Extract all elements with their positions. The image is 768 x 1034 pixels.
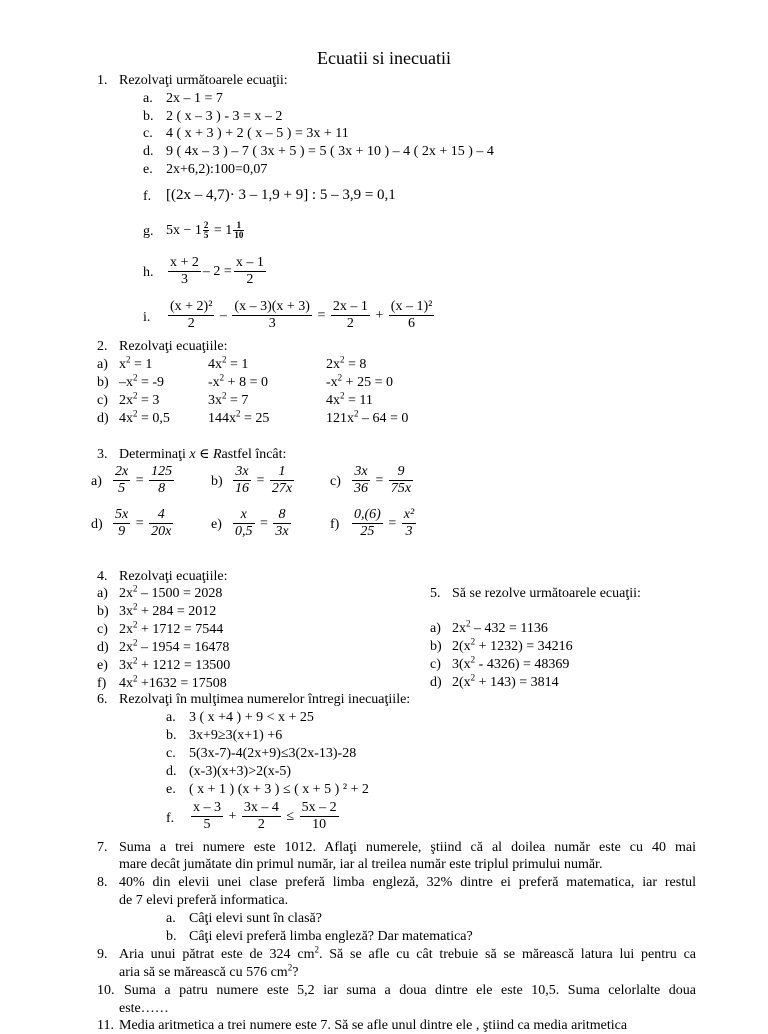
exercise-number: 11. — [97, 1018, 114, 1033]
equation: $\frac{\text{(x + 2)²}}{2}$ – $\frac{(x - 3)(x + 3)}{3}$ = $\frac{2x - 1}{2}$ + $\frac{\text{(x – 1)²}}{6}$ — [170, 299, 433, 332]
exponent: 2 — [470, 672, 476, 683]
equation: [(2x – 4,7)· 3 – 1,9 + 9] : 5 – 3,9 = 0,1 — [166, 187, 396, 203]
equation — [111, 463, 176, 499]
item-label: a. — [143, 91, 153, 106]
equation-base: 3x — [119, 658, 133, 673]
fraction — [203, 221, 210, 240]
exercise-number: 9. — [97, 947, 108, 962]
numerator: 3x — [233, 464, 251, 481]
denominator: 5 — [203, 230, 209, 241]
denominator: 10 — [312, 817, 327, 833]
equation-base: –x — [119, 375, 133, 390]
equation — [119, 392, 159, 409]
item-label: e) — [211, 517, 222, 532]
equation-rest: +1632 = 17508 — [137, 676, 227, 691]
numerator: (x – 3)(x + 3) — [234, 299, 310, 315]
item-label: d. — [143, 144, 154, 159]
exponent: 2 — [133, 408, 138, 419]
equation — [119, 603, 216, 620]
exercise-heading: Să se rezolve următoarele ecuaţii: — [452, 586, 641, 601]
denominator: 0,5 — [235, 524, 253, 540]
exponent: 2 — [133, 583, 138, 594]
item-label: d. — [166, 764, 177, 779]
exercise-heading: Rezolvaţi următoarele ecuaţii: — [119, 73, 288, 88]
equation — [111, 506, 175, 542]
equation-rest: – 1500 = 2028 — [137, 586, 223, 601]
numerator: 0,(6) — [354, 507, 381, 523]
denominator: 6 — [408, 316, 416, 332]
exponent: 2 — [340, 354, 345, 365]
item-label: i. — [143, 310, 151, 325]
paragraph-line: Media aritmetica a trei numere este 7. Să se afle unul dintre ele , ştiind ca media aritmetica — [119, 1018, 628, 1033]
numerator: x – 1 — [235, 255, 264, 271]
numerator: 4 — [149, 507, 173, 524]
exercise-number: 5. — [430, 586, 441, 601]
inequation: (x-3)(x+3)>2(x-5) — [189, 764, 292, 779]
equation-rest: = 11 — [344, 393, 373, 408]
numerator: 1 — [233, 221, 244, 231]
paragraph-line: este…… — [119, 1001, 169, 1016]
heading-text: Determinaţi — [119, 447, 186, 462]
equation-rest: = 1 — [226, 357, 249, 372]
text-part: ? — [292, 965, 299, 980]
exponent: 2 — [219, 372, 225, 383]
equals-sign: = — [384, 516, 400, 531]
exercise-number: 7. — [97, 840, 108, 855]
row-label: d) — [97, 640, 109, 655]
exponent: 2 — [133, 673, 138, 684]
row-label: c) — [97, 622, 108, 637]
exponent: 2 — [340, 390, 345, 401]
exponent: 2 — [133, 619, 138, 630]
numerator: 3x – 4 — [243, 800, 279, 816]
equation-part: 5x − 1 — [166, 223, 202, 238]
equation-rest: = -9 — [137, 375, 165, 390]
fraction — [234, 255, 266, 288]
numerator: 2x – 1 — [332, 299, 368, 315]
exercise-number: 2. — [97, 339, 108, 354]
denominator: 3x — [275, 524, 289, 540]
fraction — [191, 800, 223, 833]
numerator: 2x — [115, 464, 129, 480]
equation — [326, 410, 408, 427]
fraction — [270, 464, 294, 497]
equation-rest: + 25 = 0 — [342, 375, 393, 390]
item-label: b) — [211, 474, 223, 489]
equation-rest: + 8 = 0 — [224, 375, 268, 390]
fraction — [273, 507, 290, 540]
equation — [119, 675, 227, 692]
numerator: 5x — [115, 507, 129, 523]
fraction — [233, 507, 255, 540]
fraction — [149, 464, 174, 497]
fraction — [402, 507, 416, 540]
equals-sign: = — [253, 473, 268, 488]
equation-rest: = 1 — [130, 357, 153, 372]
numerator: 9 — [389, 464, 413, 481]
exponent: 2 — [337, 372, 343, 383]
equation-rest: = 3 — [137, 393, 160, 408]
equation-rest: = 7 — [226, 393, 249, 408]
item-label: d) — [91, 517, 103, 532]
denominator: 2 — [346, 316, 354, 332]
equation-base: 3x — [208, 393, 222, 408]
item-label: b. — [166, 728, 177, 743]
item-label: e. — [143, 162, 153, 177]
item-label: f) — [330, 517, 340, 532]
paragraph-line: mare decât jumătate din primul număr, iar al treilea număr este triplul primului număr. — [119, 857, 603, 872]
item-label: c. — [166, 746, 176, 761]
equation-rest: = 0,5 — [137, 411, 170, 426]
equation — [119, 374, 164, 391]
exercise-heading: Rezolvaţi în mulţimea numerelor întregi inecuaţiile: — [119, 692, 411, 707]
inequation: ( x + 1 ) (x + 3 ) ≤ ( x + 5 ) ² + 2 — [189, 782, 369, 797]
exponent: 2 — [222, 354, 227, 365]
exponent: 2 — [126, 354, 131, 365]
item-label: b. — [143, 109, 154, 124]
equation — [119, 639, 229, 656]
fraction — [242, 800, 281, 833]
equation-base: -x — [326, 375, 338, 390]
exponent: 2 — [466, 618, 471, 629]
equation-rest: = 8 — [344, 357, 367, 372]
question: Câţi elevi sunt în clasă? — [189, 911, 322, 926]
equation: 9 ( 4x – 3 ) – 7 ( 3x + 5 ) = 5 ( 3x + 10 ) – 4 ( 2x + 15 ) – 4 — [166, 144, 494, 159]
equals-sign: = — [132, 473, 148, 488]
paragraph-line — [119, 946, 696, 963]
denominator: 75x — [390, 481, 412, 497]
equation-rest: + 143) = 3814 — [475, 675, 559, 690]
row-label: b) — [97, 375, 109, 390]
row-label: d) — [97, 411, 109, 426]
item-label: g. — [143, 224, 154, 239]
exercise-number: 8. — [97, 875, 108, 890]
equation — [231, 463, 296, 499]
equation-base: 2(x — [452, 639, 471, 654]
fraction — [331, 299, 370, 332]
exercise-heading: Rezolvaţi ecuaţiile: — [119, 569, 228, 584]
equation — [119, 657, 230, 674]
fraction — [113, 464, 130, 497]
exponent: 2 — [133, 372, 138, 383]
numerator: (x + 2)² — [170, 299, 213, 315]
equation-base: 3(x — [452, 657, 471, 672]
equation-base: 2x — [452, 621, 466, 636]
row-label: a) — [97, 586, 108, 601]
exponent: 2 — [133, 655, 138, 666]
exercise-number: 4. — [97, 569, 108, 584]
exercise-number: 10. — [97, 983, 115, 998]
equation — [166, 254, 268, 290]
denominator: 20x — [151, 524, 172, 540]
item-label: a. — [166, 911, 176, 926]
equation — [350, 463, 415, 499]
equation-base: 2(x — [452, 675, 471, 690]
equation-base: 2x — [119, 622, 133, 637]
equation — [208, 392, 248, 409]
equation-base: 2x — [119, 393, 133, 408]
equation-rest: – 64 = 0 — [358, 411, 409, 426]
equation — [208, 374, 268, 391]
equation: 4 ( x + 3 ) + 2 ( x – 5 ) = 3x + 11 — [166, 126, 349, 141]
equation — [326, 392, 373, 409]
denominator: 5 — [118, 481, 126, 497]
inequation: 3 ( x +4 ) + 9 < x + 25 — [189, 710, 314, 725]
paragraph-line: Suma a trei numere este 1012. Aflaţi numerele, ştiind că al doilea număr este cu 40 mai — [119, 840, 696, 855]
denominator: 9 — [118, 524, 126, 540]
text-part: . Să se afle cu cât trebuie să se mărească latura lui pentru ca — [318, 947, 697, 962]
exponent: 2 — [133, 637, 138, 648]
numerator: 8 — [273, 507, 290, 524]
exponent: 2 — [354, 408, 359, 419]
item-label: f. — [143, 189, 152, 204]
equation — [166, 215, 245, 247]
equation-base: 4x — [119, 411, 133, 426]
denominator: 10 — [234, 230, 244, 241]
denominator: 25 — [360, 524, 375, 540]
equation — [119, 410, 170, 427]
exponent: 2 — [133, 601, 138, 612]
row-label: b) — [430, 639, 442, 654]
item-label: c. — [143, 126, 153, 141]
numerator: 3x — [352, 464, 370, 481]
equation-base: 4x — [119, 676, 133, 691]
equation — [326, 356, 366, 373]
equation-part: – 2 = — [202, 264, 232, 279]
fraction — [389, 464, 413, 497]
numerator: x — [233, 507, 255, 524]
fraction — [168, 299, 214, 332]
equation — [119, 621, 223, 638]
equation-base: -x — [208, 375, 220, 390]
equation — [119, 585, 222, 602]
equation-base: 2x — [119, 640, 133, 655]
equation — [208, 410, 269, 427]
equation-base: 144x — [208, 411, 236, 426]
numerator: (x – 1)² — [390, 299, 433, 315]
numerator: x² — [403, 507, 415, 523]
fraction — [352, 507, 383, 540]
exponent: 2 — [133, 390, 138, 401]
row-label: a) — [430, 621, 441, 636]
equation: 2x+6,2):100=0,07 — [166, 162, 268, 177]
equation-base: 4x — [208, 357, 222, 372]
fraction — [352, 464, 370, 497]
denominator: 2 — [246, 272, 254, 288]
equation — [208, 356, 248, 373]
row-label: b) — [97, 604, 109, 619]
question: Câţi elevi preferă limba engleză? Dar matematica? — [189, 929, 473, 944]
equation — [119, 356, 152, 373]
heading-text: astfel încât: — [221, 447, 287, 462]
item-label: e. — [166, 782, 176, 797]
equation-rest: – 432 = 1136 — [470, 621, 548, 636]
equation — [452, 620, 548, 637]
inequation: $\frac{x - 3}{5}$ + $\frac{3x - 4}{2}$ ≤ $\frac{5x - 2}{10}$ — [193, 800, 337, 833]
item-label: c) — [330, 474, 341, 489]
numerator: x + 2 — [170, 255, 199, 271]
equation — [452, 638, 573, 655]
equation-rest: + 1712 = 7544 — [137, 622, 224, 637]
equation-base: 2x — [326, 357, 340, 372]
row-label: c) — [97, 393, 108, 408]
row-label: e) — [97, 658, 108, 673]
equation — [452, 656, 569, 673]
item-label: b. — [166, 929, 177, 944]
equation-base: 2x — [119, 586, 133, 601]
numerator: 1 — [270, 464, 294, 481]
denominator: 16 — [235, 481, 249, 497]
numerator: x – 3 — [193, 800, 221, 816]
denominator: 36 — [354, 481, 368, 497]
denominator: 2 — [187, 316, 195, 332]
equals-sign: = — [372, 473, 387, 488]
heading-var: x ∈ R — [189, 447, 222, 462]
fraction — [113, 507, 130, 540]
exponent: 2 — [314, 944, 319, 955]
denominator: 5 — [203, 817, 211, 833]
equation: 2 ( x – 3 ) - 3 = x – 2 — [166, 109, 283, 124]
equation-rest: + 284 = 2012 — [137, 604, 217, 619]
exponent: 2 — [470, 654, 476, 665]
equals-sign: = — [132, 516, 148, 531]
paragraph-line: 40% din elevii unei clase preferă limba engleză, 32% dintre ei preferă matematica, iar restul — [119, 875, 696, 890]
row-label: d) — [430, 675, 442, 690]
exponent: 2 — [222, 390, 227, 401]
exercise-number: 1. — [97, 73, 108, 88]
row-label: f) — [97, 676, 107, 691]
equation: 2x – 1 = 7 — [166, 91, 223, 106]
fraction — [233, 221, 244, 240]
equation-rest: – 1954 = 16478 — [137, 640, 230, 655]
denominator: 3 — [180, 272, 188, 288]
numerator: 125 — [151, 464, 173, 480]
fraction — [168, 255, 201, 288]
item-label: f. — [166, 811, 175, 826]
equation — [452, 674, 559, 691]
text-part: Aria unui pătrat este de 324 cm — [119, 947, 315, 962]
text-part: aria să se mărească cu 576 cm — [119, 965, 288, 980]
inequation: 3x+9≥3(x+1) +6 — [189, 728, 283, 743]
equals-sign: = — [256, 516, 272, 531]
inequation: 5(3x-7)-4(2x+9)≤3(2x-13)-28 — [189, 746, 357, 761]
equation-base: 121x — [326, 411, 354, 426]
exercise-number: 6. — [97, 692, 108, 707]
equation-part: = 1 — [210, 223, 233, 238]
paragraph-line: de 7 elevi preferă informatica. — [119, 893, 289, 908]
row-label: a) — [97, 357, 108, 372]
equation — [350, 506, 418, 542]
exponent: 2 — [287, 962, 293, 973]
equation-rest: + 1212 = 13500 — [137, 658, 231, 673]
exercise-number: 3. — [97, 447, 108, 462]
equation-rest: + 1232) = 34216 — [475, 639, 573, 654]
paragraph-line: Suma a patru numere este 5,2 iar suma a doua dintre ele este 10,5. Suma celorlalte doua — [124, 983, 696, 998]
item-label: a. — [166, 710, 176, 725]
paragraph-line — [119, 964, 298, 981]
equation-base: x — [119, 357, 126, 372]
fraction — [300, 800, 339, 833]
fraction — [389, 299, 435, 332]
denominator: 3 — [405, 524, 413, 540]
equation-base: 3x — [119, 604, 133, 619]
equation-rest: - 4326) = 48369 — [475, 657, 570, 672]
denominator: 2 — [257, 817, 265, 833]
exponent: 2 — [470, 636, 476, 647]
denominator: 3 — [268, 316, 276, 332]
equation — [231, 506, 293, 542]
numerator: 5x – 2 — [301, 800, 337, 816]
equation — [326, 374, 393, 391]
equation-rest: = 25 — [240, 411, 270, 426]
fraction — [149, 507, 173, 540]
denominator: 8 — [158, 481, 166, 497]
numerator: 2 — [203, 220, 209, 231]
page-title: Ecuatii si inecuatii — [317, 48, 451, 68]
item-label: a) — [91, 474, 102, 489]
fraction — [233, 464, 251, 497]
exercise-heading: Rezolvaţi ecuaţiile: — [119, 339, 228, 354]
row-label: c) — [430, 657, 441, 672]
item-label: h. — [143, 265, 154, 280]
equation-base: 4x — [326, 393, 340, 408]
exercise-heading — [119, 446, 286, 463]
exponent: 2 — [236, 408, 241, 419]
fraction — [232, 299, 312, 332]
denominator: 27x — [271, 481, 293, 497]
